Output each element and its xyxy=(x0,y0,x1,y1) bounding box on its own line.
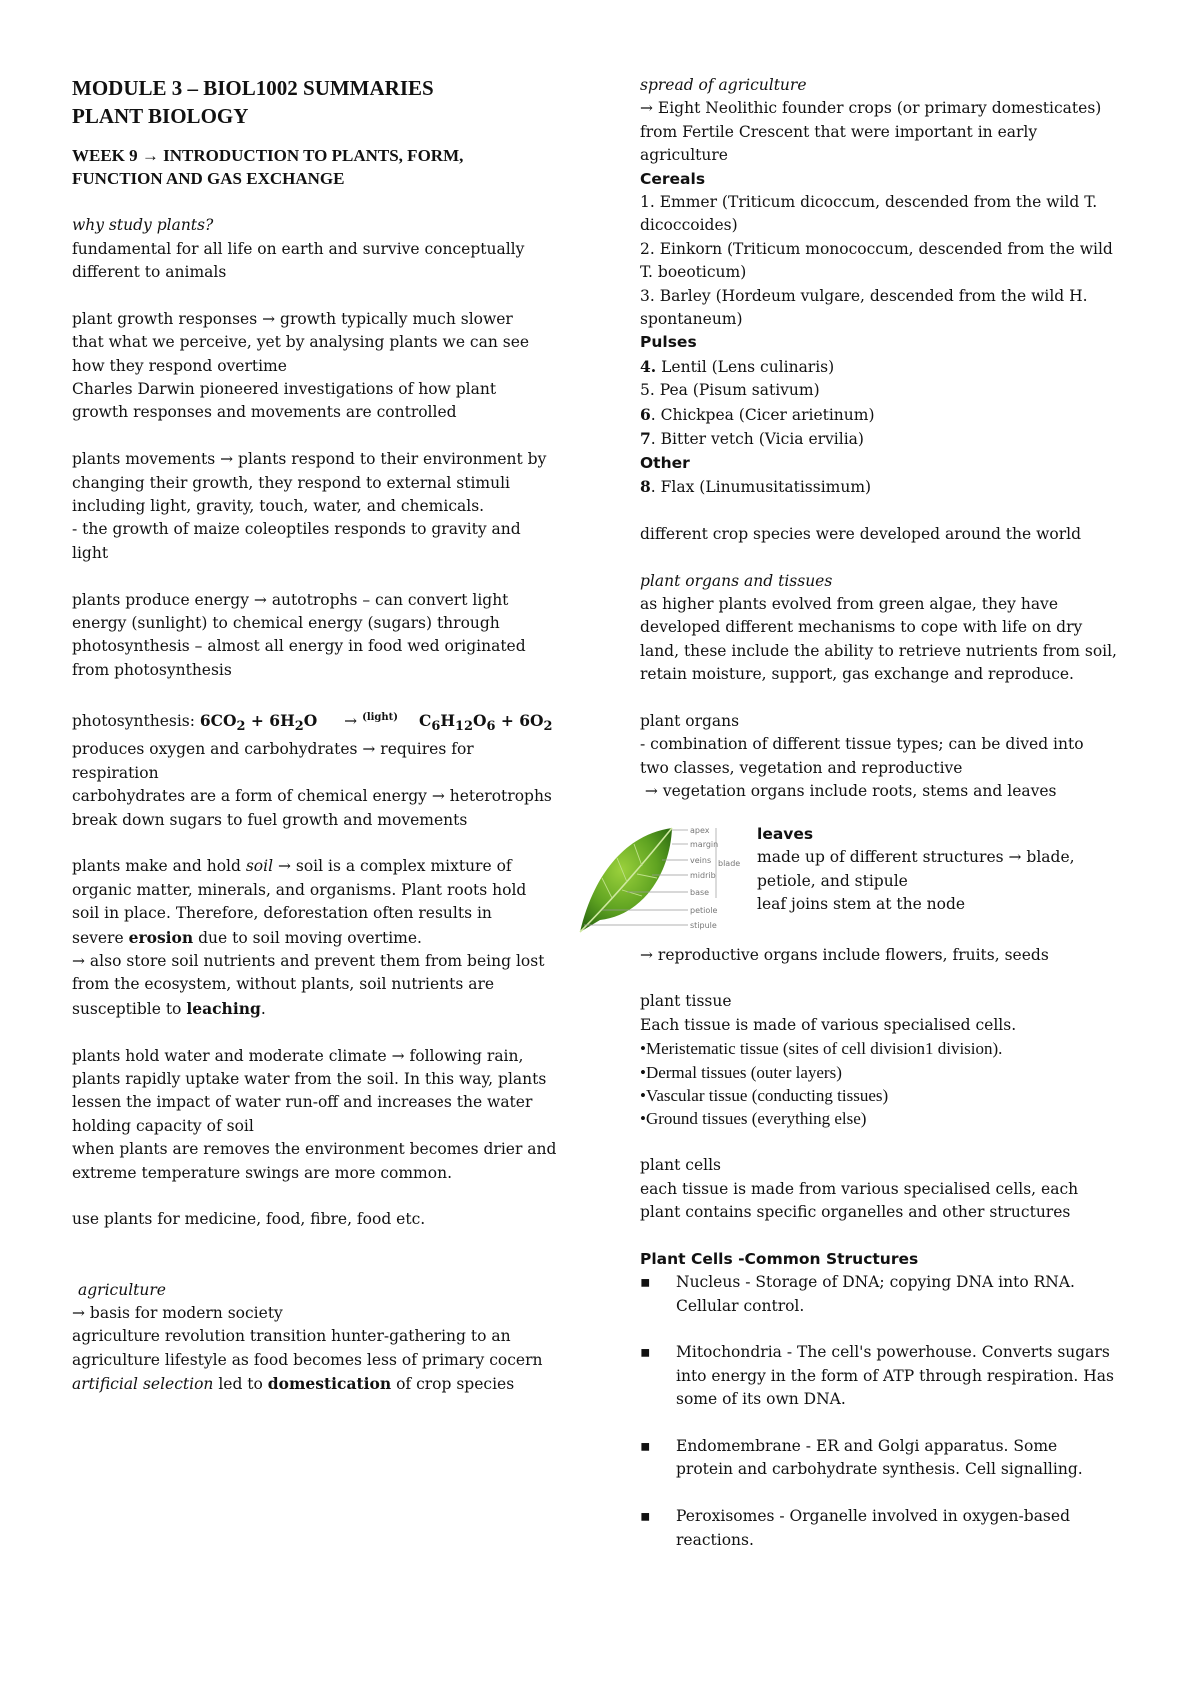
paragraph-line: including light, gravity, touch, water, and chemicals. xyxy=(72,497,485,516)
bullet-icon: ▪ xyxy=(640,1437,651,1455)
subheading-plant-tissue: plant tissue xyxy=(640,992,732,1011)
list-item: •Dermal tissues (outer layers) xyxy=(640,1062,842,1082)
paragraph-line: agriculture xyxy=(640,146,728,165)
bullet-item: ▪ Endomembrane - ER and Golgi apparatus. Some protein and carbohydrate synthesis. Cell signalling. xyxy=(640,1435,1150,1482)
paragraph-line: produces oxygen and carbohydrates → requires for xyxy=(72,740,474,759)
paragraph-line: different crop species were developed around the world xyxy=(640,524,1082,543)
section-heading-why: why study plants? xyxy=(72,216,214,235)
list-item: 6. Chickpea (Cicer arietinum) xyxy=(640,404,875,424)
paragraph-line: developed different mechanisms to cope with life on dry xyxy=(640,618,1083,637)
bullet-icon: ▪ xyxy=(640,1343,651,1362)
paragraph-line: how they respond overtime xyxy=(72,356,287,375)
paragraph-line: different to animals xyxy=(72,263,227,282)
paragraph-line: retain moisture, support, gas exchange and reproduce. xyxy=(640,665,1074,684)
section-heading-agriculture: agriculture xyxy=(78,1280,166,1299)
paragraph-line: - combination of different tissue types; can be dived into xyxy=(640,735,1084,754)
photosynthesis-equation: photosynthesis: $6CO_2 + 6H_2O \to ^{(light)}$ $C_6H_{12}O_6 + 6O_2$ xyxy=(72,710,553,734)
paragraph-line: plants make and hold soil → soil is a complex mixture of xyxy=(72,857,512,876)
paragraph-line: severe erosion due to soil moving overtime. xyxy=(72,927,422,947)
label-stipule: stipule xyxy=(690,921,717,930)
subheading-plant-organs: plant organs xyxy=(640,711,740,730)
paragraph-line: energy (sunlight) to chemical energy (sugars) through xyxy=(72,614,500,633)
subheading-common-structures: Plant Cells -Common Structures xyxy=(640,1249,919,1268)
list-item: 8. Flax (Linumusitatissimum) xyxy=(640,476,872,496)
paragraph-line: break down sugars to fuel growth and movements xyxy=(72,810,468,829)
paragraph-line: susceptible to leaching. xyxy=(72,998,266,1018)
subheading-plant-cells: plant cells xyxy=(640,1156,721,1175)
list-item: T. boeoticum) xyxy=(640,263,747,282)
bullet-item: ▪ Peroxisomes - Organelle involved in oxygen-based reactions. xyxy=(640,1505,1150,1552)
week-heading-cont: FUNCTION AND GAS EXCHANGE xyxy=(72,169,345,189)
paragraph-line: two classes, vegetation and reproductive xyxy=(640,758,963,777)
paragraph-line: respiration xyxy=(72,763,159,782)
list-item: 1. Emmer (Triticum dicoccum, descended from the wild T. xyxy=(640,193,1098,212)
paragraph-line: when plants are removes the environment becomes drier and xyxy=(72,1140,557,1159)
module-title: MODULE 3 – BIOL1002 SUMMARIES xyxy=(72,76,434,100)
paragraph-line: Each tissue is made of various specialised cells. xyxy=(640,1015,1017,1034)
paragraph-line: from the ecosystem, without plants, soil nutrients are xyxy=(72,975,495,994)
paragraph-line: → Eight Neolithic founder crops (or primary domesticates) xyxy=(640,99,1102,118)
label-blade: blade xyxy=(718,859,741,868)
subheading-other: Other xyxy=(640,453,690,472)
paragraph-line: each tissue is made from various specialised cells, each xyxy=(640,1179,1079,1198)
paragraph-line: plant contains specific organelles and other structures xyxy=(640,1202,1071,1221)
list-item: 2. Einkorn (Triticum monococcum, descended from the wild xyxy=(640,239,1113,258)
paragraph-line: extreme temperature swings are more common. xyxy=(72,1163,452,1182)
right-column xyxy=(640,74,1150,1552)
paragraph-line: carbohydrates are a form of chemical energy → heterotrophs xyxy=(72,787,552,806)
paragraph-line: from photosynthesis xyxy=(72,660,232,679)
paragraph-line: made up of different structures → blade, xyxy=(757,848,1075,867)
paragraph-line: as higher plants evolved from green algae, they have xyxy=(640,594,1058,613)
section-heading-organs: plant organs and tissues xyxy=(640,571,833,590)
paragraph-line: → also store soil nutrients and prevent them from being lost xyxy=(72,951,545,970)
paragraph-line: artificial selection led to domestication of crop species xyxy=(72,1374,515,1394)
paragraph-line: holding capacity of soil xyxy=(72,1116,254,1135)
paragraph-line: plants hold water and moderate climate → following rain, xyxy=(72,1046,524,1065)
list-item: 7. Bitter vetch (Vicia ervilia) xyxy=(640,429,864,449)
subheading-pulses: Pulses xyxy=(640,333,697,352)
leaf-icon xyxy=(572,820,741,935)
paragraph-line: - the growth of maize coleoptiles responds to gravity and xyxy=(72,520,521,539)
list-item: •Ground tissues (everything else) xyxy=(640,1109,867,1129)
paragraph-line: Charles Darwin pioneered investigations of how plant xyxy=(72,380,497,399)
paragraph-line: → reproductive organs include flowers, fruits, seeds xyxy=(640,945,1049,964)
label-veins: veins xyxy=(690,856,712,865)
module-subtitle: PLANT BIOLOGY xyxy=(72,104,249,128)
left-column xyxy=(72,74,572,1397)
paragraph-line: leaf joins stem at the node xyxy=(757,895,966,914)
paragraph-line: that what we perceive, yet by analysing plants we can see xyxy=(72,333,530,352)
label-petiole: petiole xyxy=(690,906,718,915)
list-item: 4. Lentil (Lens culinaris) xyxy=(640,356,835,376)
list-item: 5. Pea (Pisum sativum) xyxy=(640,381,820,400)
arrow-icon: → xyxy=(344,711,358,730)
list-item: spontaneum) xyxy=(640,310,743,329)
leaves-description xyxy=(757,823,1157,917)
paragraph-line: organic matter, minerals, and organisms. Plant roots hold xyxy=(72,880,527,899)
bullet-item: ▪ Nucleus - Storage of DNA; copying DNA into RNA. Cellular control. xyxy=(640,1271,1150,1318)
paragraph-line: photosynthesis – almost all energy in food wed originated xyxy=(72,637,526,656)
list-item: •Vascular tissue (conducting tissues) xyxy=(640,1085,889,1105)
paragraph-line: petiole, and stipule xyxy=(757,871,908,890)
paragraph-line: soil in place. Therefore, deforestation often results in xyxy=(72,904,492,923)
paragraph-line: → vegetation organs include roots, stems and leaves xyxy=(640,782,1057,801)
paragraph-line: plants rapidly uptake water from the soil. In this way, plants xyxy=(72,1069,547,1088)
paragraph-line: from Fertile Crescent that were important in early xyxy=(640,122,1038,141)
paragraph-line: fundamental for all life on earth and survive conceptually xyxy=(72,239,525,258)
paragraph-line: lessen the impact of water run-off and increases the water xyxy=(72,1093,533,1112)
bullet-icon: ▪ xyxy=(640,1273,651,1292)
paragraph-line: land, these include the ability to retrieve nutrients from soil, xyxy=(640,641,1117,660)
paragraph-line: changing their growth, they respond to external stimuli xyxy=(72,473,511,492)
label-apex: apex xyxy=(690,826,710,835)
subheading-cereals: Cereals xyxy=(640,169,706,188)
paragraph-line: agriculture revolution transition hunter-gathering to an xyxy=(72,1327,511,1346)
bullet-icon: ▪ xyxy=(640,1507,651,1526)
label-margin: margin xyxy=(690,840,719,849)
leaf-diagram xyxy=(572,820,741,935)
subheading-leaves: leaves xyxy=(757,825,814,843)
section-heading-spread: spread of agriculture xyxy=(640,76,807,94)
week-heading: WEEK 9 → INTRODUCTION TO PLANTS, FORM, xyxy=(72,146,464,165)
paragraph-line: → basis for modern society xyxy=(72,1304,283,1322)
list-item: dicoccoides) xyxy=(640,216,738,235)
list-item: •Meristematic tissue (sites of cell division1 division). xyxy=(640,1039,1003,1059)
paragraph-line: growth responses and movements are controlled xyxy=(72,403,457,422)
label-base: base xyxy=(690,888,710,897)
paragraph-line: plants movements → plants respond to their environment by xyxy=(72,450,547,469)
paragraph-line: plant growth responses → growth typically much slower xyxy=(72,309,513,328)
paragraph-line: plants produce energy → autotrophs – can convert light xyxy=(72,590,509,609)
label-midrib: midrib xyxy=(690,871,716,880)
list-item: 3. Barley (Hordeum vulgare, descended from the wild H. xyxy=(640,286,1088,305)
bullet-item: ▪ Mitochondria - The cell's powerhouse. Converts sugars into energy in the form of ATP through respiration. Has some of its own DNA. xyxy=(640,1341,1150,1411)
equation-label: photosynthesis: xyxy=(72,711,200,730)
paragraph-line: light xyxy=(72,543,109,562)
paragraph-line: use plants for medicine, food, fibre, food etc. xyxy=(72,1210,426,1229)
paragraph-line: agriculture lifestyle as food becomes less of primary cocern xyxy=(72,1350,543,1369)
